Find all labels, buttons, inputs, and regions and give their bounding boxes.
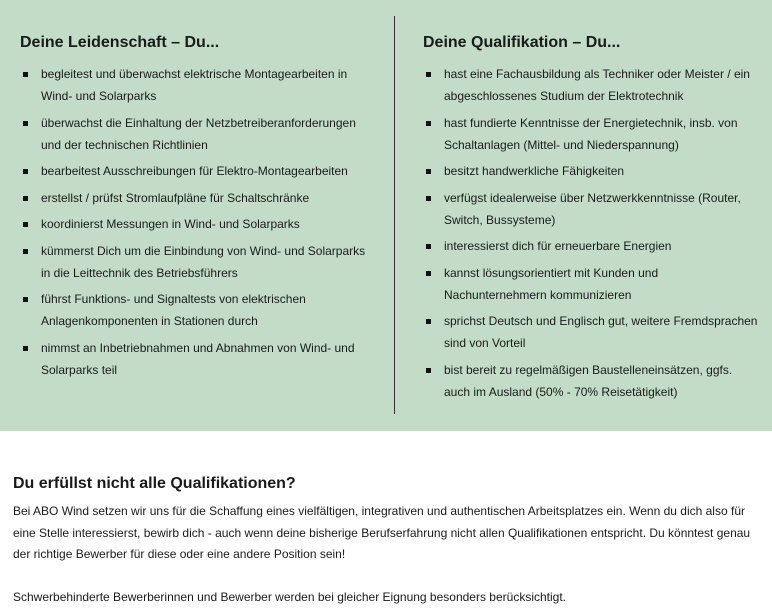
passion-item: überwachst die Einhaltung der Netzbetreiberanforderungen und der technischen Richtlinien bbox=[20, 112, 375, 156]
qualification-item: bist bereit zu regelmäßigen Baustelleneinsätzen, ggfs. auch im Ausland (50% - 70% Reisetätigkeit) bbox=[423, 359, 758, 403]
passion-title: Deine Leidenschaft – Du... bbox=[20, 34, 220, 51]
qualification-title: Deine Qualifikation – Du... bbox=[423, 34, 621, 51]
info-title: Du erfüllst nicht alle Qualifikationen? bbox=[13, 475, 296, 492]
info-note: Schwerbehinderte Bewerberinnen und Bewerber werden bei gleicher Eignung besonders berücksichtigt. bbox=[13, 589, 567, 604]
info-body: Bei ABO Wind setzen wir uns für die Schaffung eines vielfältigen, integrativen und authentischen Arbeitsplatzes ein. Wenn du dich also für eine Stelle interessierst, bewirb dich - auch wenn deine bisherige Berufserfahrung nicht allen Qualifikationen entspricht. Du könntest genau der richtige Bewerber für diese oder eine andere Position sein! bbox=[13, 504, 751, 561]
qualification-item: hast eine Fachausbildung als Techniker oder Meister / ein abgeschlossenes Studium der Elektrotechnik bbox=[423, 63, 758, 107]
passion-item: begleitest und überwachst elektrische Montagearbeiten in Wind- und Solarparks bbox=[20, 63, 375, 107]
qualification-item: sprichst Deutsch und Englisch gut, weitere Fremdsprachen sind von Vorteil bbox=[423, 310, 758, 354]
passion-column bbox=[20, 32, 375, 385]
passion-item: koordinierst Messungen in Wind- und Solarparks bbox=[20, 213, 375, 235]
passion-item: bearbeitest Ausschreibungen für Elektro-Montagearbeiten bbox=[20, 160, 375, 182]
info-section bbox=[13, 473, 765, 608]
qualification-item: hast fundierte Kenntnisse der Energietechnik, insb. von Schaltanlagen (Mittel- und Niederspannung) bbox=[423, 112, 758, 156]
qualification-list bbox=[423, 63, 758, 403]
passion-item: nimmst an Inbetriebnahmen und Abnahmen von Wind- und Solarparks teil bbox=[20, 337, 375, 381]
qualification-item: besitzt handwerkliche Fähigkeiten bbox=[423, 160, 758, 182]
passion-list bbox=[20, 63, 375, 381]
passion-item: kümmerst Dich um die Einbindung von Wind- und Solarparks in die Leittechnik des Betriebsführers bbox=[20, 240, 375, 284]
qualification-item: verfügst idealerweise über Netzwerkkenntnisse (Router, Switch, Bussysteme) bbox=[423, 187, 758, 231]
qualification-column bbox=[423, 32, 758, 407]
column-divider bbox=[394, 16, 395, 414]
qualification-item: interessierst dich für erneuerbare Energien bbox=[423, 235, 758, 257]
passion-item: erstellst / prüfst Stromlaufpläne für Schaltschränke bbox=[20, 187, 375, 209]
qualification-item: kannst lösungsorientiert mit Kunden und Nachunternehmern kommunizieren bbox=[423, 262, 758, 306]
passion-item: führst Funktions- und Signaltests von elektrischen Anlagenkomponenten in Stationen durch bbox=[20, 288, 375, 332]
